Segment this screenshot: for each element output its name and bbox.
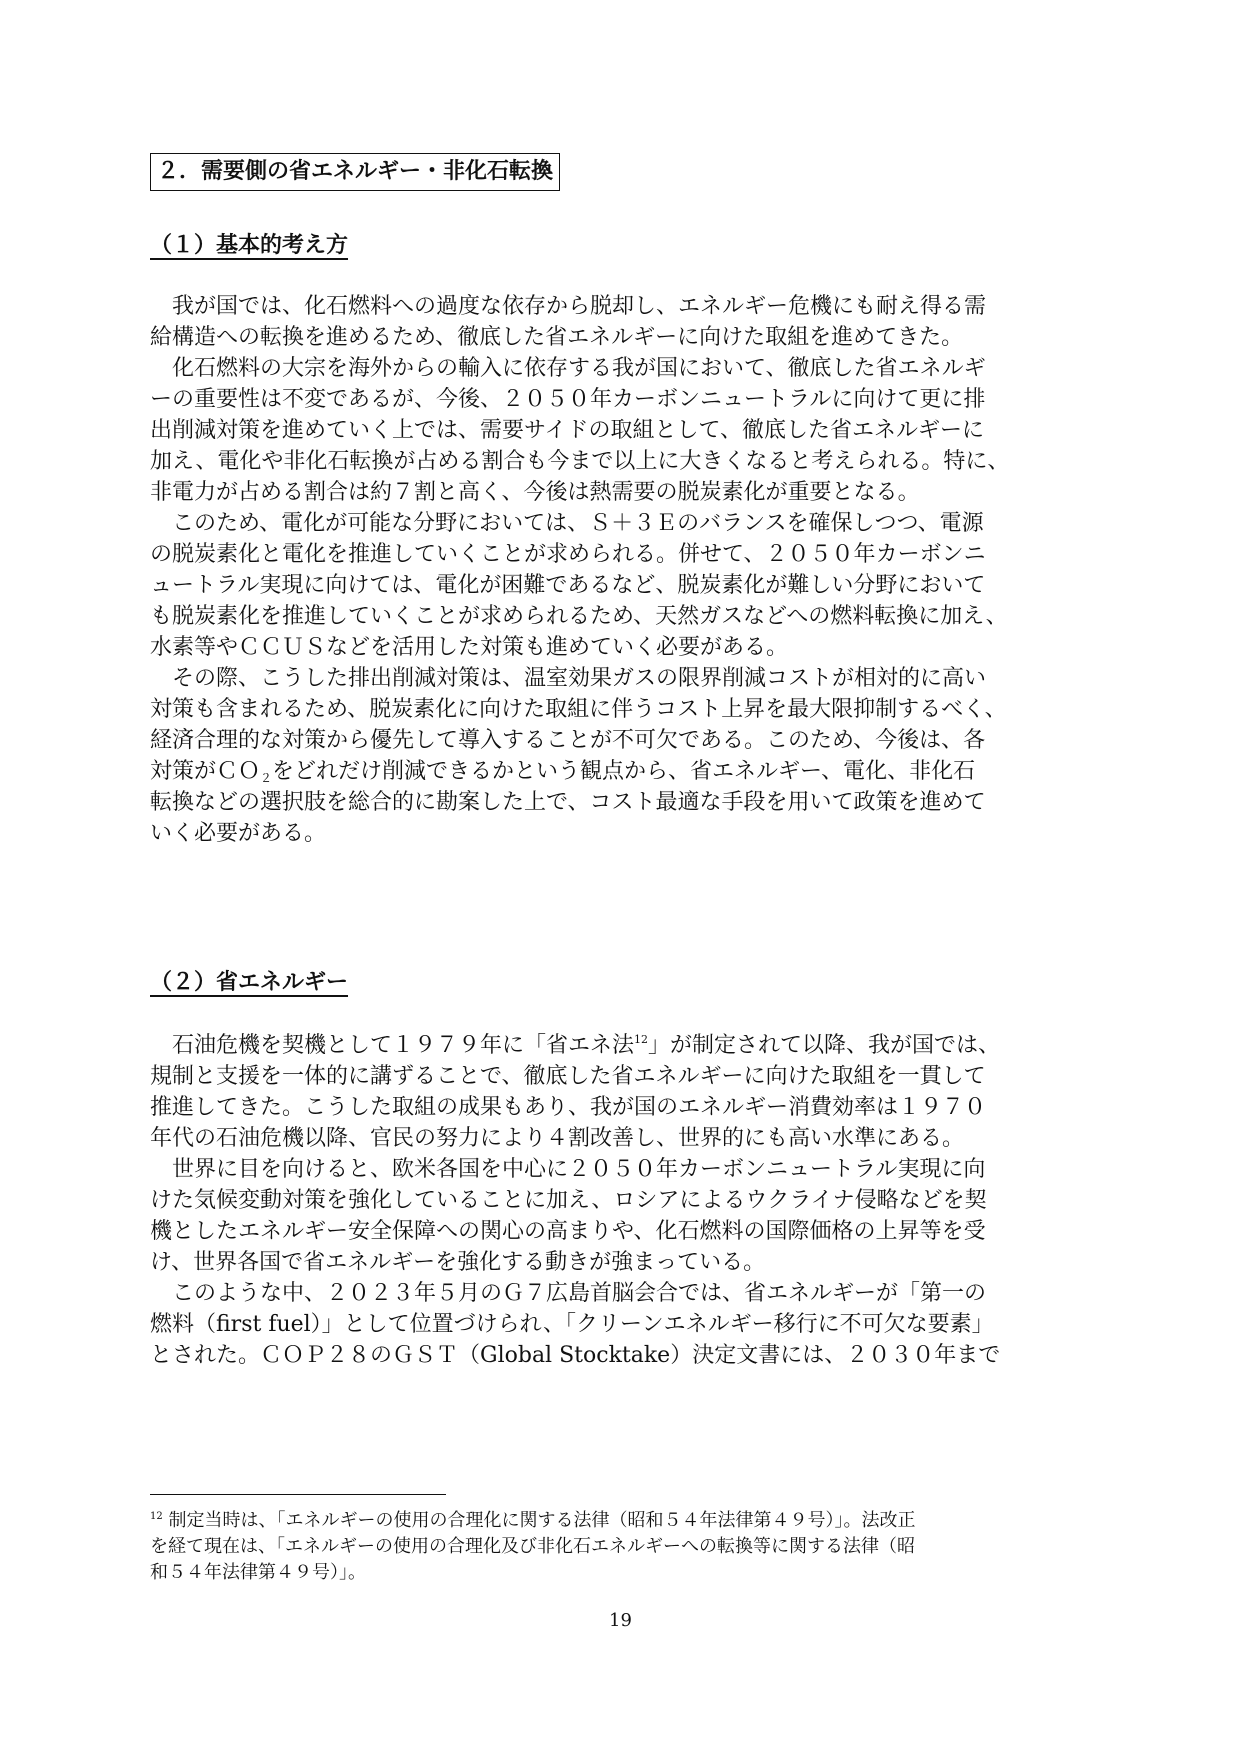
section-title: ２．需要側の省エネルギー・非化石転換 (150, 153, 560, 191)
text-line: 給構造への転換を進めるため、徹底した省エネルギーに向けた取組を進めてきた。 (150, 325, 964, 350)
text-line-co2 (150, 756, 1110, 787)
text-line: 出削減対策を進めていく上では、需要サイドの取組として、徹底した省エネルギーに (150, 418, 985, 443)
text-line: 加え、電化や非化石転換が占める割合も今まで以上に大きくなると考えられる。特に、 (150, 449, 1010, 474)
text-line: 年代の石油危機以降、官民の努力により４割改善し、世界的にも高い水準にある。 (150, 1126, 965, 1151)
text-line: も脱炭素化を推進していくことが求められるため、天然ガスなどへの燃料転換に加え、 (150, 604, 1008, 629)
text-line: 水素等やＣＣＵＳなどを活用した対策も進めていく必要がある。 (150, 635, 789, 660)
text-line: このため、電化が可能な分野においては、Ｓ＋３Ｅのバランスを確保しつつ、電源 (150, 511, 984, 536)
text-line-footnote-ref (150, 1030, 1110, 1061)
page-number: 19 (609, 1610, 632, 1631)
footnote-text: 制定当時は、「エネルギーの使用の合理化に関する法律（昭和５４年法律第４９号）」。法改正 (162, 1510, 916, 1531)
footnote-divider (150, 1494, 446, 1495)
text-line: 我が国では、化石燃料への過度な依存から脱却し、エネルギー危機にも耐え得る需 (150, 294, 987, 319)
text-line: けた気候変動対策を強化していることに加え、ロシアによるウクライナ侵略などを契 (150, 1188, 987, 1213)
text-line: 経済合理的な対策から優先して導入することが不可欠である。このため、今後は、各 (150, 728, 986, 753)
line1-prefix: 石油危機を契機として１９７９年に「省エネ法 (150, 1033, 635, 1058)
text-line: 転換などの選択肢を総合的に勘案した上で、コスト最適な手段を用いて政策を進めて (150, 790, 986, 815)
line1-suffix: 」が制定されて以降、我が国では、 (648, 1033, 1001, 1058)
text-line: 対策も含まれるため、脱炭素化に向けた取組に伴うコスト上昇を最大限抑制するべく、 (150, 697, 1007, 722)
text-line: とされた。ＣＯＰ２８のＧＳＴ（Global Stocktake）決定文書には、２０３０年まで (150, 1343, 1001, 1368)
subsection-heading-energy-saving: （２）省エネルギー (150, 970, 349, 995)
footnote-reference[interactable]: 12 (634, 1033, 649, 1046)
text-line: 非電力が占める割合は約７割と高く、今後は熱需要の脱炭素化が重要となる。 (150, 480, 920, 505)
text-line: 規制と支援を一体的に講ずることで、徹底した省エネルギーに向けた取組を一貫して (150, 1064, 986, 1089)
text-line: いく必要がある。 (150, 821, 327, 846)
footnote-line (150, 1508, 1110, 1534)
text-line: その際、こうした排出削減対策は、温室効果ガスの限界削減コストが相対的に高い (150, 666, 987, 691)
text-line: 推進してきた。こうした取組の成果もあり、我が国のエネルギー消費効率は１９７０ (150, 1095, 987, 1120)
co2-prefix: 対策がＣＯ (150, 759, 261, 784)
text-line: このような中、２０２３年５月のＧ７広島首脳会合では、省エネルギーが「第一の (150, 1281, 987, 1306)
text-line: 化石燃料の大宗を海外からの輸入に依存する我が国において、徹底した省エネルギ (150, 356, 986, 381)
text-line: 機としたエネルギー安全保障への関心の高まりや、化石燃料の国際価格の上昇等を受 (150, 1219, 986, 1244)
footnote-line: 和５４年法律第４９号）」。 (150, 1562, 366, 1583)
text-line: 燃料（first fuel）」として位置づけられ、「クリーンエネルギー移行に不可欠な要素」 (150, 1312, 994, 1337)
footnote (150, 1508, 1110, 1586)
co2-subscript: ２ (260, 771, 273, 785)
footnote-line: を経て現在は、「エネルギーの使用の合理化及び非化石エネルギーへの転換等に関する法律（昭 (150, 1536, 915, 1557)
body-text-energy-saving (150, 1030, 1110, 1371)
body-text-basic (150, 291, 1110, 849)
text-line: ーの重要性は不変であるが、今後、２０５０年カーボンニュートラルに向けて更に排 (150, 387, 986, 412)
text-line: け、世界各国で省エネルギーを強化する動きが強まっている。 (150, 1250, 766, 1275)
text-line: ュートラル実現に向けては、電化が困難であるなど、脱炭素化が難しい分野において (150, 573, 986, 598)
co2-suffix: をどれだけ削減できるかという観点から、省エネルギー、電化、非化石 (272, 759, 976, 784)
footnote-mark: 12 (150, 1511, 163, 1522)
text-line: の脱炭素化と電化を推進していくことが求められる。併せて、２０５０年カーボンニ (150, 542, 986, 567)
subsection-heading-basic: （１）基本的考え方 (150, 233, 349, 258)
text-line: 世界に目を向けると、欧米各国を中心に２０５０年カーボンニュートラル実現に向 (150, 1157, 986, 1182)
